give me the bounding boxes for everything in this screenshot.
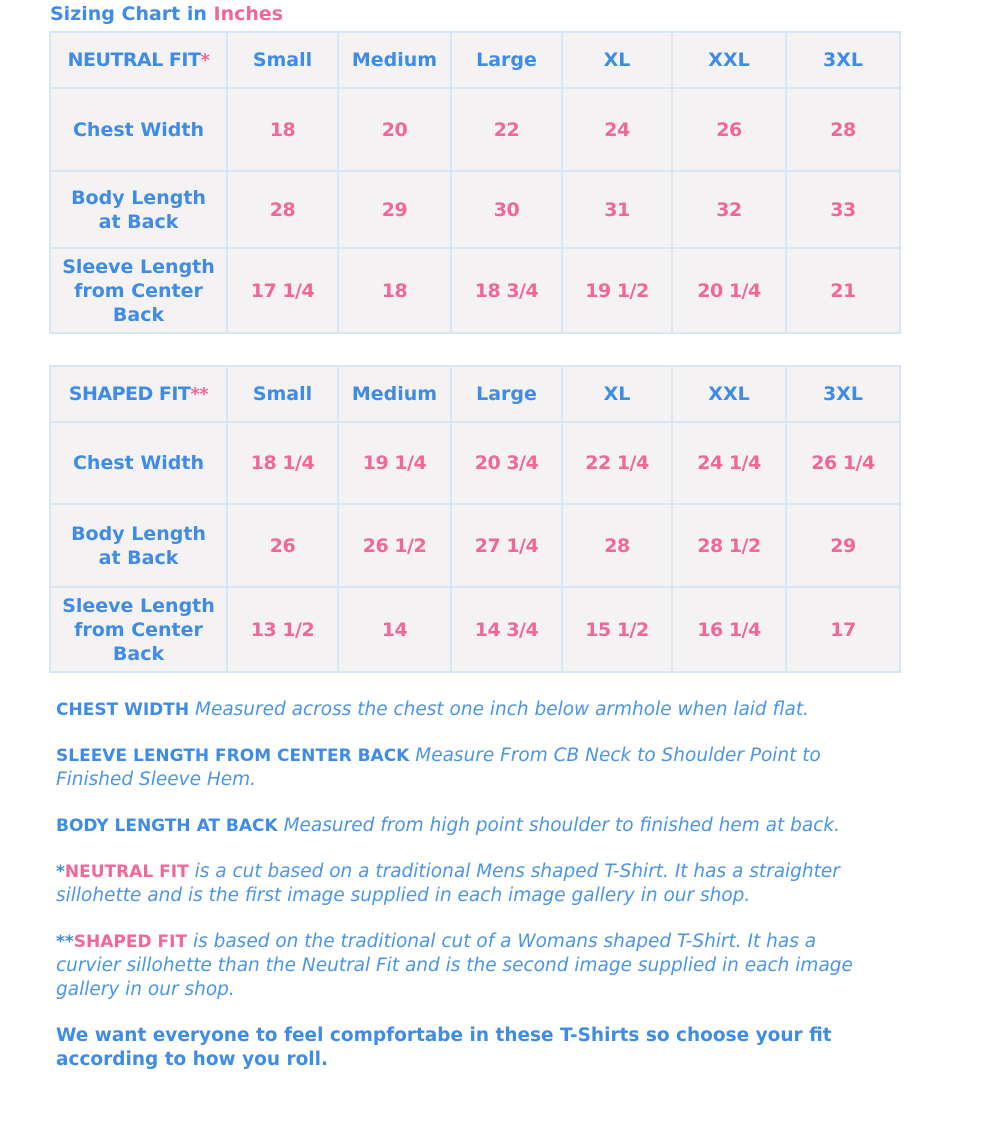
neutral-fit-table [49, 31, 901, 334]
table-cell: 18 [227, 88, 338, 171]
note-shaped-fit [56, 930, 856, 1002]
closing-note: We want everyone to feel compfortabe in these T-Shirts so choose your fit according to how you roll. [56, 1025, 832, 1070]
note-neutral-fit [56, 860, 856, 908]
row-label [50, 248, 227, 333]
note-chest-width [56, 698, 856, 722]
table-cell: 27 1/4 [451, 504, 562, 587]
table-cell: 17 1/4 [227, 248, 338, 333]
table-cell: 13 1/2 [227, 587, 338, 672]
row-label-line: Body Length [71, 522, 206, 545]
table-cell: 19 1/4 [338, 422, 451, 504]
table-cell: 18 3/4 [451, 248, 562, 333]
note-text: Measured from high point shoulder to finished hem at back. [283, 815, 840, 836]
table-cell: 22 1/4 [562, 422, 672, 504]
row-label-line: Chest Width [72, 118, 205, 141]
size-header: XL [562, 32, 672, 88]
table-row [50, 422, 900, 504]
table-cell: 29 [338, 171, 451, 248]
fit-name: NEUTRAL FIT [67, 49, 201, 71]
table-cell: 26 [227, 504, 338, 587]
table-cell: 30 [451, 171, 562, 248]
measurement-notes [56, 698, 856, 1094]
size-header: 3XL [786, 32, 900, 88]
fit-stars: * [200, 50, 210, 71]
table-cell: 28 [786, 88, 900, 171]
table-row [50, 248, 900, 333]
note-text: is a cut based on a traditional Mens shaped T-Shirt. It has a straighter sillohette and is the first image supplied in each image gallery in our shop. [56, 861, 840, 906]
note-key: BODY LENGTH AT BACK [56, 816, 278, 836]
row-label-line: Back [112, 642, 165, 665]
note-text: Measured across the chest one inch below armhole when laid flat. [194, 699, 809, 720]
table-cell: 17 [786, 587, 900, 672]
table-cell: 21 [786, 248, 900, 333]
table-header-row [50, 366, 900, 422]
table-cell: 20 [338, 88, 451, 171]
row-label [50, 504, 227, 587]
table-row [50, 587, 900, 672]
table-row [50, 88, 900, 171]
row-label-line: Sleeve Length [62, 255, 215, 278]
table-cell: 33 [786, 171, 900, 248]
row-label [50, 88, 227, 171]
size-header: Small [227, 366, 338, 422]
size-header: Large [451, 366, 562, 422]
table-cell: 14 [338, 587, 451, 672]
table-cell: 22 [451, 88, 562, 171]
table-row [50, 171, 900, 248]
row-label-line: from Center [74, 279, 203, 302]
table-cell: 28 [227, 171, 338, 248]
table-cell: 18 1/4 [227, 422, 338, 504]
table-cell: 14 3/4 [451, 587, 562, 672]
row-label-line: at Back [98, 210, 179, 233]
row-label [50, 171, 227, 248]
fit-name: SHAPED FIT [68, 383, 191, 405]
note-body-length [56, 814, 856, 838]
table-cell: 26 [672, 88, 786, 171]
size-header: Large [451, 32, 562, 88]
row-label [50, 422, 227, 504]
table-cell: 28 [562, 504, 672, 587]
note-key: SLEEVE LENGTH FROM CENTER BACK [56, 746, 410, 766]
note-stars: * [56, 862, 65, 882]
row-label-line: Body Length [71, 186, 206, 209]
size-header: XXL [672, 32, 786, 88]
table-cell: 19 1/2 [562, 248, 672, 333]
table-cell: 28 1/2 [672, 504, 786, 587]
row-label-line: at Back [98, 546, 179, 569]
note-key: CHEST WIDTH [56, 700, 190, 720]
row-label-line: Chest Width [72, 452, 205, 474]
table-cell: 24 [562, 88, 672, 171]
note-key: SHAPED FIT [73, 932, 188, 952]
table-cell: 15 1/2 [562, 587, 672, 672]
size-header: 3XL [786, 366, 900, 422]
table-cell: 16 1/4 [672, 587, 786, 672]
note-key: NEUTRAL FIT [64, 862, 189, 882]
size-header: XXL [672, 366, 786, 422]
table-row [50, 504, 900, 587]
row-label-line: from Center [74, 618, 203, 641]
note-text: Measure From CB Neck to Shoulder Point to Finished Sleeve Hem. [56, 745, 821, 790]
table-cell: 24 1/4 [672, 422, 786, 504]
table-cell: 18 [338, 248, 451, 333]
size-header: Medium [338, 366, 451, 422]
shaped-fit-table [49, 365, 901, 673]
table-cell: 20 3/4 [451, 422, 562, 504]
note-sleeve-length [56, 744, 856, 792]
row-label [50, 587, 227, 672]
row-label-line: Back [112, 303, 165, 326]
table-cell: 26 1/2 [338, 504, 451, 587]
note-text: is based on the traditional cut of a Womans shaped T-Shirt. It has a curvier sillohette than the Neutral Fit and is the second image supplied in each image gallery in our shop. [56, 931, 853, 1000]
size-header: XL [562, 366, 672, 422]
fit-stars: ** [190, 384, 209, 405]
row-label-line: Sleeve Length [62, 594, 215, 617]
title-unit: Inches [213, 3, 284, 25]
table-cell: 20 1/4 [672, 248, 786, 333]
title-prefix: Sizing Chart in [50, 3, 214, 25]
neutral-fit-heading [50, 32, 227, 88]
size-header: Medium [338, 32, 451, 88]
table-cell: 32 [672, 171, 786, 248]
table-cell: 31 [562, 171, 672, 248]
size-header: Small [227, 32, 338, 88]
table-cell: 29 [786, 504, 900, 587]
table-cell: 26 1/4 [786, 422, 900, 504]
table-header-row [50, 32, 900, 88]
shaped-fit-heading [50, 366, 227, 422]
page-title [50, 3, 283, 25]
note-stars: ** [56, 932, 74, 952]
